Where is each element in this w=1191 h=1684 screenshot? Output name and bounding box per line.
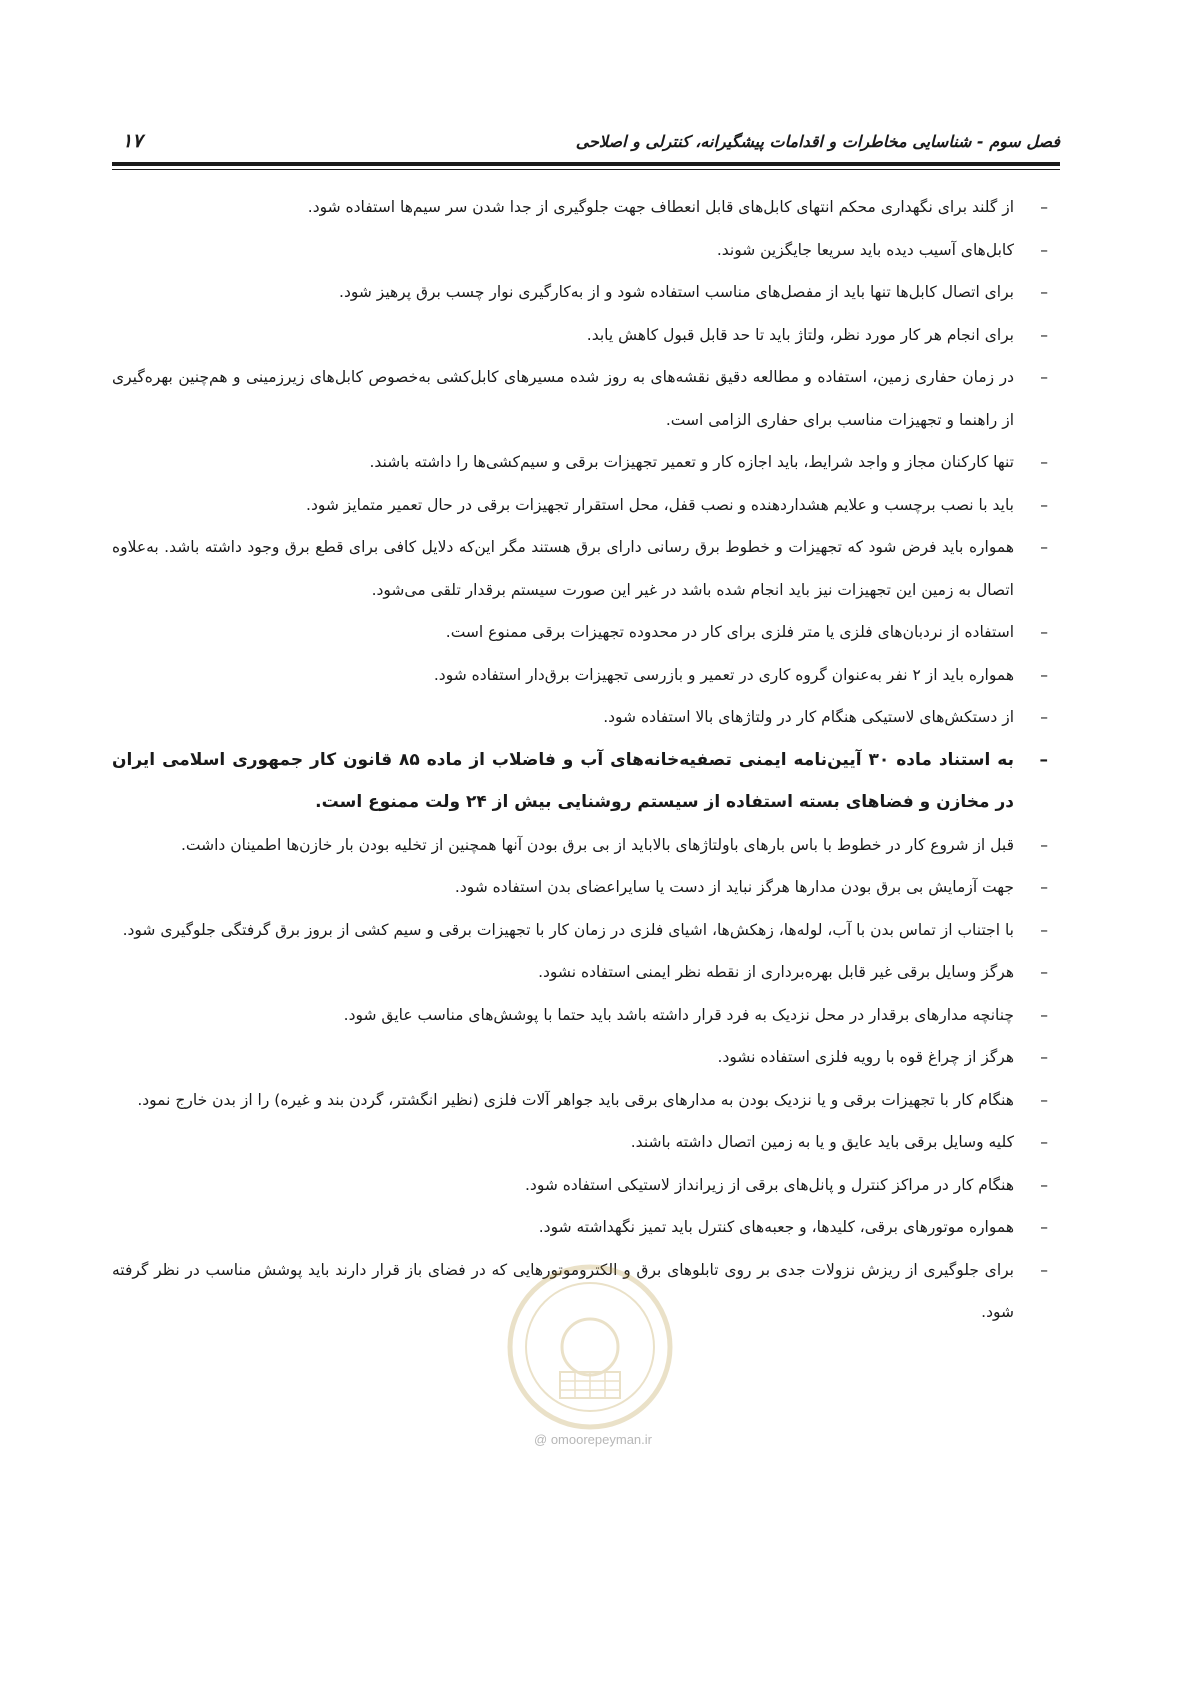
list-item [112, 1164, 1060, 1207]
bullet-dash: – [1040, 878, 1048, 896]
list-item [112, 1206, 1060, 1249]
bullet-dash: – [1040, 1175, 1048, 1194]
list-item-text: همواره باید از ۲ نفر به‌عنوان گروه کاری در تعمیر و بازرسی تجهیزات برق‌دار استفاده شود. [433, 665, 1014, 684]
bullet-dash: – [1039, 749, 1048, 770]
list-item [112, 824, 1060, 867]
bullet-dash: – [1040, 240, 1048, 259]
bullet-dash: – [1040, 1260, 1048, 1279]
list-item-text: تنها کارکنان مجاز و واجد شرایط، باید اجازه کار و تعمیر تجهیزات برقی و سیم‌کشی‌ها را داشته باشند. [369, 453, 1014, 471]
list-item-text: برای جلوگیری از ریزش نزولات جدی بر روی تابلوهای برق و الکتروموتورهایی که در فضای باز قرار دارند باید پوشش مناسب در نظر گرفته شود. [112, 1260, 1014, 1321]
bullet-dash: – [1040, 1218, 1048, 1236]
list-item [112, 356, 1060, 441]
list-item-text: استفاده از نردبان‌های فلزی یا متر فلزی برای کار در محدوده تجهیزات برقی ممنوع است. [445, 623, 1014, 641]
list-item-text: به استناد ماده ۳۰ آیین‌نامه ایمنی تصفیه‌خانه‌های آب و فاضلاب از ماده ۸۵ قانون کار جمهوری اسلامی ایران در مخازن و فضاهای بسته استفاده از سیستم روشنایی بیش از ۲۴ ولت ممنوع است. [112, 749, 1014, 812]
list-item [112, 441, 1060, 484]
header-rule-thick [112, 162, 1060, 166]
list-item-text: باید با نصب برچسب و علایم هشداردهنده و نصب قفل، محل استقرار تجهیزات برقی در حال تعمیر متمایز شود. [306, 495, 1014, 514]
list-item-text: همواره موتورهای برقی، کلیدها، و جعبه‌های کنترل باید تمیز نگهداشته شود. [538, 1218, 1014, 1236]
list-item-text: هرگز از چراغ قوه با رویه فلزی استفاده نشود. [717, 1048, 1014, 1066]
bullet-dash: – [1040, 368, 1048, 386]
header-rule-thin [112, 169, 1060, 170]
list-item-text: از دستکش‌های لاستیکی هنگام کار در ولتاژهای بالا استفاده شود. [603, 708, 1014, 726]
bullet-dash: – [1040, 325, 1048, 344]
list-item [112, 484, 1060, 527]
list-item-text: جهت آزمایش بی برق بودن مدارها هرگز نباید از دست یا سایراعضای بدن استفاده شود. [454, 878, 1014, 896]
list-item [112, 314, 1060, 357]
list-item-text: هرگز وسایل برقی غیر قابل بهره‌برداری از نقطه نظر ایمنی استفاده نشود. [538, 963, 1014, 981]
list-item-text: با اجتناب از تماس بدن با آب، لوله‌ها، زهکش‌ها، اشیای فلزی در زمان کار با تجهیزات برقی و سیم کشی از بروز برق گرفتگی جلوگیری شود. [122, 920, 1014, 939]
bullet-dash: – [1040, 835, 1048, 854]
list-item-text: برای انجام هر کار مورد نظر، ولتاژ باید تا حد قابل قبول کاهش یابد. [586, 325, 1014, 344]
bullet-dash: – [1040, 453, 1048, 471]
list-item [112, 186, 1060, 229]
list-item-text: در زمان حفاری زمین، استفاده و مطالعه دقیق نقشه‌های به روز شده مسیرهای کابل‌کشی به‌خصوص کابل‌های زیرزمینی و هم‌چنین بهره‌گیری از راهنما و تجهیزات مناسب برای حفاری الزامی است. [112, 368, 1014, 429]
bullet-dash: – [1040, 623, 1048, 641]
bullet-dash: – [1040, 1005, 1048, 1024]
list-item [112, 739, 1060, 824]
page-header [112, 128, 1060, 158]
bullet-dash: – [1040, 283, 1048, 301]
bullet-dash: – [1040, 708, 1048, 726]
list-item-text: کابل‌های آسیب دیده باید سریعا جایگزین شوند. [716, 240, 1014, 259]
list-item-text: قبل از شروع کار در خطوط با باس بارهای باولتاژهای بالاباید از بی برق بودن آنها همچنین از تخلیه بودن بار خازن‌ها اطمینان داشت. [180, 835, 1014, 854]
list-item-text: چنانچه مدارهای برقدار در محل نزدیک به فرد قرار داشته باشد باید حتما با پوشش‌های مناسب عایق شود. [343, 1005, 1014, 1024]
bullet-dash: – [1040, 198, 1048, 216]
list-item-text: هنگام کار در مراکز کنترل و پانل‌های برقی از زیرانداز لاستیکی استفاده شود. [525, 1175, 1014, 1194]
list-item [112, 611, 1060, 654]
list-item [112, 909, 1060, 952]
list-item [112, 1249, 1060, 1334]
page-number: ۱۷ [122, 130, 143, 152]
list-item [112, 229, 1060, 272]
list-item [112, 1079, 1060, 1122]
list-item-text: برای اتصال کابل‌ها تنها باید از مفصل‌های مناسب استفاده شود و از به‌کارگیری نوار چسب برق پرهیز شود. [339, 283, 1014, 301]
list-item [112, 654, 1060, 697]
bullet-dash: – [1040, 1090, 1048, 1109]
body-content [112, 186, 1060, 1334]
list-item [112, 526, 1060, 611]
safety-list [112, 186, 1060, 1334]
bullet-dash: – [1040, 1048, 1048, 1066]
watermark-caption: @ omoorepeyman.ir [534, 1432, 652, 1447]
list-item [112, 271, 1060, 314]
bullet-dash: – [1040, 1133, 1048, 1151]
list-item [112, 696, 1060, 739]
list-item [112, 994, 1060, 1037]
bullet-dash: – [1040, 665, 1048, 684]
list-item [112, 951, 1060, 994]
list-item-text: کلیه وسایل برقی باید عایق و یا به زمین اتصال داشته باشند. [630, 1133, 1014, 1151]
list-item-text: هنگام کار با تجهیزات برقی و یا نزدیک بودن به مدارهای برقی باید جواهر آلات فلزی (نظیر انگشتر، گردن بند و غیره) را از بدن خارج نمود. [137, 1090, 1014, 1109]
list-item [112, 1036, 1060, 1079]
list-item [112, 866, 1060, 909]
bullet-dash: – [1040, 495, 1048, 514]
chapter-title: فصل سوم - شناسایی مخاطرات و اقدامات پیشگیرانه، کنترلی و اصلاحی [575, 132, 1060, 151]
list-item-text: همواره باید فرض شود که تجهیزات و خطوط برق رسانی دارای برق هستند مگر این‌که دلایل کافی برای قطع برق وجود داشته باشد. به‌علاوه اتصال به زمین این تجهیزات نیز باید انجام شده باشد در غیر این صورت سیستم برقدار تلقی می‌شود. [112, 538, 1014, 599]
bullet-dash: – [1040, 963, 1048, 981]
bullet-dash: – [1040, 920, 1048, 939]
list-item [112, 1121, 1060, 1164]
watermark-caption-text: omoorepeyman.ir [550, 1432, 652, 1447]
bullet-dash: – [1040, 538, 1048, 556]
list-item-text: از گلند برای نگهداری محکم انتهای کابل‌های قابل انعطاف جهت جلوگیری از جدا شدن سر سیم‌ها استفاده شود. [307, 198, 1014, 216]
